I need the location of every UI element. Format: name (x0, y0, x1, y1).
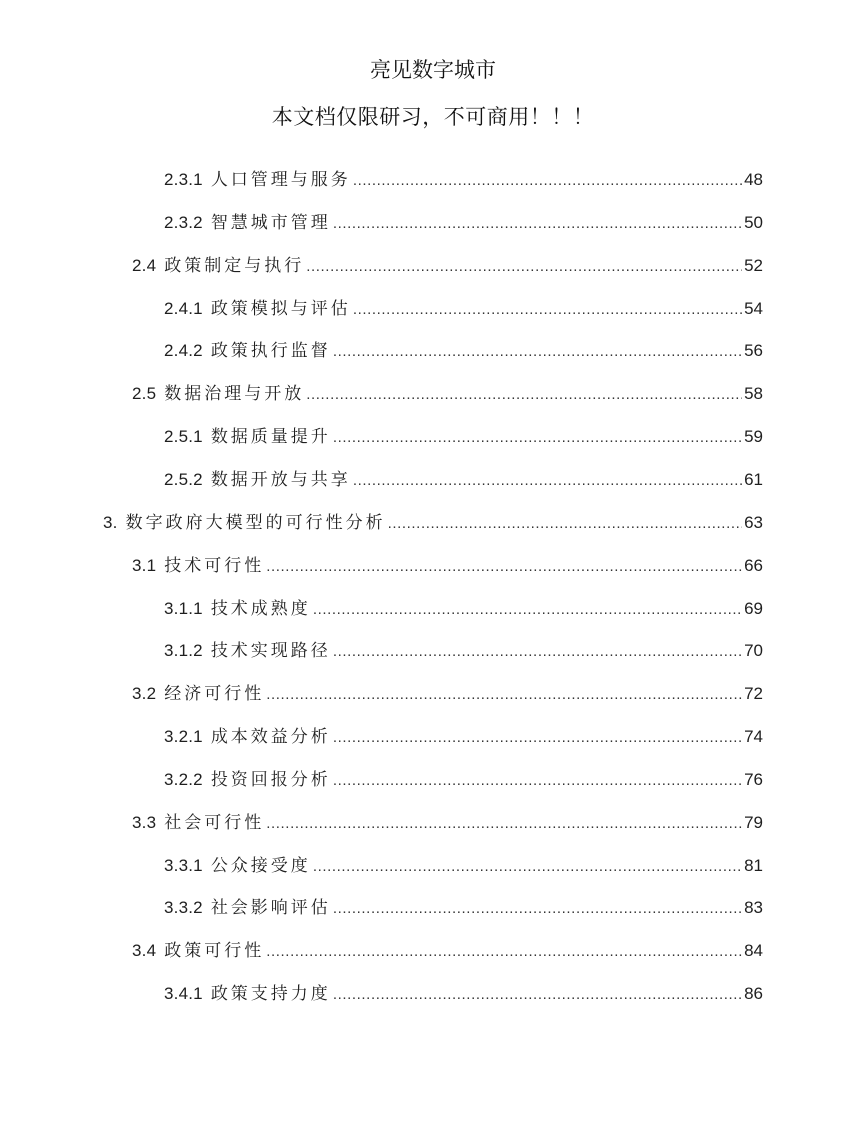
toc-entry-number: 2.4.1 (164, 299, 203, 318)
toc-dot-leader (333, 639, 742, 665)
toc-dot-leader (313, 854, 742, 880)
toc-entry[interactable] (132, 381, 763, 407)
toc-entry[interactable] (164, 981, 763, 1007)
toc-entry-page-number: 86 (744, 984, 763, 1003)
toc-entry-page-number: 52 (744, 256, 763, 275)
toc-entry-label: 智慧城市管理 (210, 213, 331, 233)
toc-entry-number: 3.1.1 (164, 599, 203, 618)
toc-entry-number: 3.2 (132, 684, 157, 703)
toc-dot-leader (388, 511, 743, 537)
toc-entry-number: 2.3.1 (164, 170, 203, 189)
toc-dot-leader (333, 339, 742, 365)
toc-entry-number: 3.3 (132, 813, 157, 832)
toc-dot-leader (333, 425, 742, 451)
toc-dot-leader (266, 682, 742, 708)
toc-entry-number: 2.3.2 (164, 213, 203, 232)
toc-dot-leader (306, 382, 742, 408)
document-title: 亮见数字城市 (370, 58, 496, 82)
toc-entry-page-number: 69 (744, 599, 763, 618)
toc-entry-label: 政策支持力度 (210, 984, 331, 1004)
toc-entry-page-number: 48 (744, 170, 763, 189)
toc-entry[interactable] (164, 724, 763, 750)
toc-entry-label: 经济可行性 (164, 684, 265, 704)
toc-entry-label: 人口管理与服务 (210, 170, 351, 190)
toc-entry[interactable] (164, 767, 763, 793)
toc-entry[interactable] (164, 338, 763, 364)
toc-dot-leader (333, 896, 742, 922)
toc-entry-number: 2.5 (132, 384, 157, 403)
toc-entry[interactable] (132, 810, 763, 836)
toc-entry-label: 技术实现路径 (210, 641, 331, 661)
toc-entry-label: 数字政府大模型的可行性分析 (125, 513, 386, 533)
toc-entry-label: 数据治理与开放 (164, 384, 305, 404)
toc-entry-number: 3.3.2 (164, 898, 203, 917)
toc-dot-leader (266, 811, 742, 837)
toc-entry[interactable] (164, 596, 763, 622)
toc-entry-page-number: 72 (744, 684, 763, 703)
toc-entry[interactable] (164, 467, 763, 493)
toc-entry-page-number: 70 (744, 641, 763, 660)
toc-entry[interactable] (103, 510, 763, 536)
toc-entry-page-number: 50 (744, 213, 763, 232)
toc-entry-number: 2.4 (132, 256, 157, 275)
toc-entry-number: 3.3.1 (164, 856, 203, 875)
toc-entry-number: 3.1.2 (164, 641, 203, 660)
toc-entry-label: 公众接受度 (210, 856, 311, 876)
toc-entry-page-number: 63 (744, 513, 763, 532)
toc-entry-label: 社会可行性 (164, 813, 265, 833)
toc-entry-number: 2.5.2 (164, 470, 203, 489)
toc-dot-leader (266, 939, 742, 965)
toc-entry-label: 成本效益分析 (210, 727, 331, 747)
toc-entry-label: 政策制定与执行 (164, 256, 305, 276)
toc-entry[interactable] (132, 553, 763, 579)
toc-entry[interactable] (132, 253, 763, 279)
toc-entry-page-number: 54 (744, 299, 763, 318)
usage-notice: 本文档仅限研习，不可商用！！！ (271, 105, 595, 129)
toc-entry-page-number: 81 (744, 856, 763, 875)
toc-entry[interactable] (164, 638, 763, 664)
toc-entry[interactable] (164, 210, 763, 236)
toc-entry-number: 3.2.2 (164, 770, 203, 789)
toc-entry-number: 3.1 (132, 556, 157, 575)
toc-entry-page-number: 76 (744, 770, 763, 789)
toc-entry-label: 技术可行性 (164, 556, 265, 576)
toc-dot-leader (353, 297, 742, 323)
toc-dot-leader (333, 725, 742, 751)
toc-entry[interactable] (164, 853, 763, 879)
toc-entry-number: 2.5.1 (164, 427, 203, 446)
toc-dot-leader (333, 768, 742, 794)
toc-entry-label: 技术成熟度 (210, 599, 311, 619)
toc-entry[interactable] (164, 296, 763, 322)
toc-entry-label: 政策可行性 (164, 941, 265, 961)
toc-entry[interactable] (132, 938, 763, 964)
toc-entry[interactable] (164, 167, 763, 193)
toc-entry-page-number: 79 (744, 813, 763, 832)
toc-entry-page-number: 58 (744, 384, 763, 403)
toc-dot-leader (333, 211, 742, 237)
toc-dot-leader (353, 168, 742, 194)
toc-entry[interactable] (164, 895, 763, 921)
toc-dot-leader (313, 597, 742, 623)
toc-entry-label: 数据开放与共享 (210, 470, 351, 490)
toc-entry-page-number: 59 (744, 427, 763, 446)
toc-entry-page-number: 74 (744, 727, 763, 746)
toc-entry-label: 投资回报分析 (210, 770, 331, 790)
toc-dot-leader (266, 554, 742, 580)
toc-entry-label: 政策模拟与评估 (210, 299, 351, 319)
toc-entry-page-number: 66 (744, 556, 763, 575)
toc-entry-number: 3.2.1 (164, 727, 203, 746)
toc-entry-label: 数据质量提升 (210, 427, 331, 447)
toc-entry-label: 社会影响评估 (210, 898, 331, 918)
toc-entry-number: 3.4.1 (164, 984, 203, 1003)
toc-entry[interactable] (132, 681, 763, 707)
toc-dot-leader (353, 468, 742, 494)
toc-entry-number: 3. (103, 513, 118, 532)
toc-dot-leader (333, 982, 742, 1008)
toc-dot-leader (306, 254, 742, 280)
toc-entry-number: 2.4.2 (164, 341, 203, 360)
toc-entry-label: 政策执行监督 (210, 341, 331, 361)
toc-entry-page-number: 84 (744, 941, 763, 960)
toc-entry-page-number: 61 (744, 470, 763, 489)
toc-entry-page-number: 83 (744, 898, 763, 917)
toc-entry-page-number: 56 (744, 341, 763, 360)
toc-entry-number: 3.4 (132, 941, 157, 960)
toc-entry[interactable] (164, 424, 763, 450)
